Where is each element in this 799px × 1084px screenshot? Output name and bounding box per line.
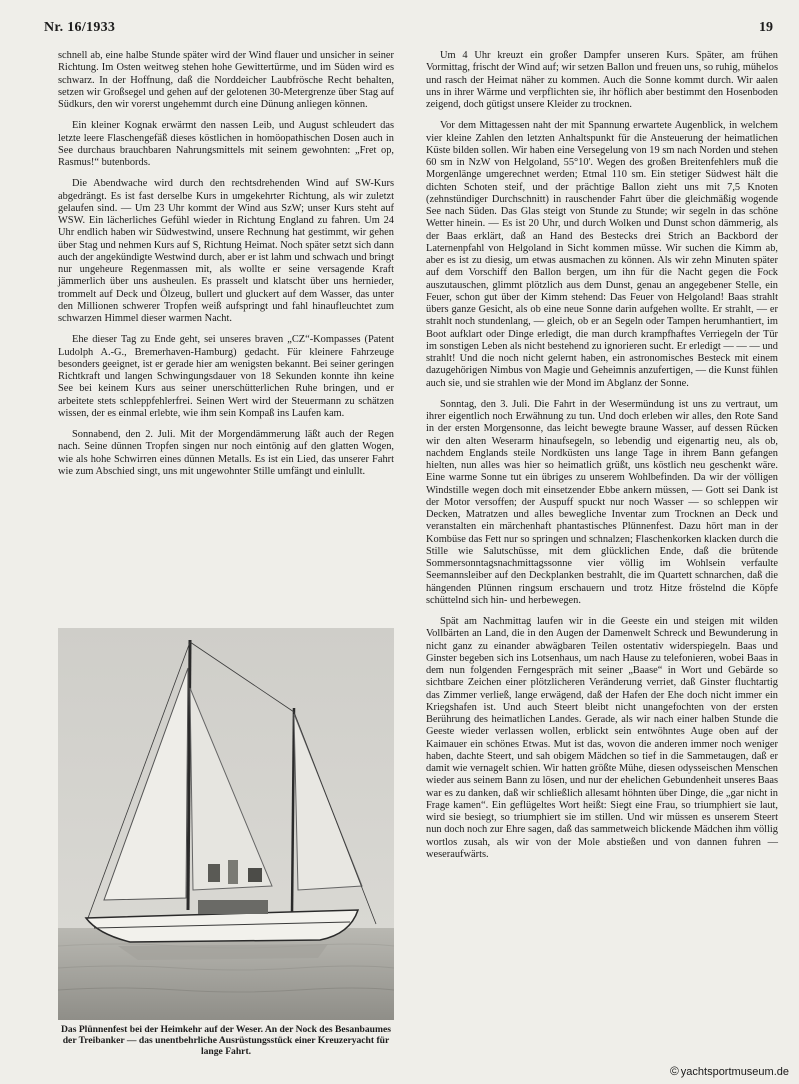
photo-caption: Das Plünnenfest bei der Heimkehr auf der Weser. An der Nock des Besanbaumes der Treibanker — das unentbehrliche Ausrüstungsstück einer Kreuzeryacht für lange Fahrt.	[60, 1024, 392, 1058]
paragraph: Vor dem Mittagessen naht der mit Spannung erwartete Augenblick, in welchem vier kleine Zahlen den letzten Anhaltspunkt für die Ansteuerung der heimatlichen Küste bilden sollen. Wir haben eine Versegelung von 19 sm nach Norden und stehen 60 sm in NzW von Helgoland, 55°10'. Wegen des großen Breitenfehlers muß die Morgenlänge umgerechnet werden; Etmal 110 sm. Ein stetiger Südwest hält die dichten Schoten steif, und der prächtige Ballon zieht uns mit 7,5 Knoten (zehnstündiger Durchschnitt) in rauschender Fahrt über die gleichmäßig wogende See nach Süden. Das Glas steigt von Stunde zu Stunde; wir segeln in das schöne Wetter hinein. — Es ist 20 Uhr, und durch Wolken und Dunst schon dämmerig, als der Baas erklärt, daß an Hand des Bestecks drei Strich an Backbord der Laternenpfahl von Helgoland in Sicht kommen müsse. Wir suchen die Kimm ab, aber es ist zu diesig, um etwas ausmachen zu können. Als wir zehn Minuten später auf dem Vorschiff den Ballon bergen, um ihn für die Nacht gegen die Fock auszutauschen, glimmt plötzlich aus dem Dunst, genau an angegebener Stelle, ein Feuer, schon gut über der Kimm stehend: Das Feuer von Helgoland! Baas strahlt übers ganze Gesicht, als ob eine neue Sonne darin aufgehen wollte. Er strahlt, — er strahlt noch stundenlang, — gleich, ob er an Segeln oder Tampen herumhantiert, im Boot aufklart oder Dinge erledigt, die man durch krampfhaftes Verriegeln der Tür im sonstigen Leben als nicht bestehend zu ignorieren sucht. Er erledigt — — — und strahlt! Und die noch nicht gelernt haben, ein astronomisches Besteck mit einem dazugehörigen Nimbus von Magie und Geheimnis anzufertigen, — die Kunst fühlen auch sie, und sie strahlen wie der Mond im Abglanz der Sonne.	[426, 120, 778, 389]
page-number: 19	[759, 20, 773, 35]
issue-number: Nr. 16/1933	[44, 20, 116, 35]
paragraph: Sonntag, den 3. Juli. Die Fahrt in der Wesermündung ist uns zu vertraut, um ihrer eigentlich noch Erwähnung zu tun. Und doch erleben wir alles, den Rote Sand in der ersten Morgensonne, das leicht bewegte braune Wasser, auf dessen Rücken wir den alten Weserarm hinaufsegeln, so lebendig und eigenartig neu, als ob, nachdem Englands steile Nordküsten uns lange Tage in ihrem Bann gefangen hielten, nun alles was hier so heimatlich grüßt, uns köstlich neu geschenkt wäre. Eine warme Sonne tut ein übriges zu unserem Wohlbefinden. Da wir der völligen Windstille wegen doch mit einsetzender Ebbe ankern müssen, — Gott sei Dank ist der Motor versoffen; der Auspuff spuckt nur noch Wasser — so schleppen wir Decken, Matratzen und alles bewegliche Inventar zum Trocknen an Deck und veranstalten ein märchenhaft phantastisches Plünnenfest. Dazu hört man in der Kombüse das Fett nur so springen und schnalzen; Flaschenkorken klacken durch die Stille wie Salutschüsse, mit dem glücklichen Ende, daß die brütende Sommersonntagsnachmittagssonne vier völlig im Wohlsein verfaulte Seemannsleiber auf den Deckplanken bestrahlt, die im Quartett schnarchen, daß die hängenden Plünnen ringsum erschauern und trotz Hitze fröstelnd die Köpfe schüttelnd sich hin- und herbewegen.	[426, 398, 778, 606]
paragraph: Ehe dieser Tag zu Ende geht, sei unseres braven „CZ“-Kompasses (Patent Ludolph A.-G., Bremerhaven-Hamburg) gedacht. Für kleinere Fahrzeuge besonders geeignet, ist er gerade hier am wenigsten bekannt. Bei seiner geringen Richtkraft und langen Schwingungsdauer von 18 Sekunden konnte ihn keine See bei keinem Kurs aus seiner unerschütterlichen Ruhe bringen, und er arbeitete stets schleppfehlerfrei. Seinen Wert wird der Steuermann zu schätzen wissen, der es einmal erlebte, wie ihm sein Kompaß ins Laufen kam.	[58, 334, 394, 419]
sailing-yacht-photo	[58, 628, 394, 1020]
paragraph: Um 4 Uhr kreuzt ein großer Dampfer unseren Kurs. Später, am frühen Vormittag, frischt der Wind auf; wir setzen Ballon und freuen uns, so ruhig, mühelos und rasch der Heimat näher zu kommen. Auch die Sonne kommt durch. Wir aalen uns in ihrer Wärme und verpflichten sie, ihr höflich aber bestimmt den Hosenboden zeigend, doch gütigst unsere Kleider zu trocknen.	[426, 50, 778, 110]
paragraph: Die Abendwache wird durch den rechtsdrehenden Wind auf SW-Kurs abgedrängt. Es ist fast derselbe Kurs in umgekehrter Richtung, als wir zuletzt gelaufen sind. — Um 23 Uhr kommt der Wind aus SzW; unser Kurs steht auf WSW. Ein lächerliches Gefühl wieder in Richtung England zu fahren. Um 24 Uhr endlich haben wir Südwestwind, unsere Rechnung hat gestimmt, wir gehen über Stag und nehmen Kurs auf S, Richtung Heimat. Noch später setzt sich dann auch der angekündigte Westwind durch, aber er ist lahm und schwach und bringt nur ungeheure Regenmassen mit, als wollte er seine versagende Kraft jämmerlich über uns ausheulen. Es prasselt und klatscht über uns hernieder, trommelt auf Deck und Ölzeug, bullert und gluckert auf dem Wasser, das unter den Millionen schwerer Tropfen weiß aufspringt und fahl hinaufleuchtet zum schwarzen Himmel dieser warmen Nacht.	[58, 178, 394, 324]
paragraph: Spät am Nachmittag laufen wir in die Geeste ein und steigen mit wilden Vollbärten an Land, die in den Augen der Damenwelt Schreck und Bewunderung in nicht ganz zu einander abwägbaren Teilen ostentativ widerspiegeln. Baas und Ginster begeben sich ins Lotsenhaus, um nach Hause zu telefonieren, wobei Baas in dem nun folgenden Ferngespräch mit seiner „Baase“ in Wort und Gebärde so sichtbare Zeichen einer plötzlicheren Veränderung verriet, daß Ginster fluchtartig das Zimmer verließ, lange erwägend, daß der Hafen der Ehe doch nicht immer ein Kriegshafen ist. Und auch Steert bleibt nicht unangefochten von der ersten Berührung des heimatlichen Landes. Gerade, als wir nach einer halben Stunde die Geeste wieder verlassen wollen, erblickt sein entwöhntes Auge oben auf der Kaimauer ein schönes Etwas. Mut ist das, wovon die anderen immer noch weniger haben, dachte Steert, und sah obigem Mädchen so tief in die Sammetaugen, daß er damit wie vernagelt schien. Wir hatten größte Mühe, diesen odysseischen Menschen wieder aus seinem Bann zu lösen, und nur der ehelichen Gebundenheit unseres Baas war es zu danken, daß wir schließlich allesamt höhnten über Dinge, die „gar nicht in Frage kamen“. Ein geflügeltes Wort heißt: Siegt eine Frau, so triumphiert sie laut, wird sie besiegt, so triumphiert sie im stillen. Und wir müssen es unserem Steert nun doch noch zur Ehre sagen, daß das sammetweich blickende Mädchen ihm völlig wortlos zusah, als wir von der Mole abstießen und von dannen fuhren — weseraufwärts.	[426, 616, 778, 860]
paragraph: Ein kleiner Kognak erwärmt den nassen Leib, und August schleudert das letzte leere Flaschengefäß dieses köstlichen in homöopathischen Dosen auch in See durchaus brauchbaren Nahrungsmittels mit seinem gewohnten: „Fret op, Rasmus!“ butenbords.	[58, 120, 394, 168]
right-text-column	[426, 50, 778, 870]
copyright-icon: ©	[669, 1064, 679, 1078]
yacht-illustration	[58, 628, 394, 1020]
paragraph: schnell ab, eine halbe Stunde später wird der Wind flauer und unsicher in seiner Richtung. Im Osten weitweg stehen hohe Gewittertürme, und im Süden wird es schwarz. In der Hoffnung, daß die Norddeicher Laubfrösche Recht behalten, setzen wir Großsegel und gehen auf der gelotenen 30-Metergrenze über Stag auf Südkurs, den wir vorerst ungehemmt durch eine Dünung anliegen können.	[58, 50, 394, 110]
watermark-text: yachtsportmuseum.de	[680, 1066, 789, 1078]
paragraph: Sonnabend, den 2. Juli. Mit der Morgendämmerung läßt auch der Regen nach. Seine dünnen Tropfen singen nur noch eintönig auf den glatten Wogen, wie als hohe Schwirren eines dünnen Metalls. Es ist ein Lied, das unserer Fahrt wie zum Abschied singt, uns mit ungewohnter Stille umfängt und einlullt.	[58, 429, 394, 477]
left-text-column	[58, 50, 394, 487]
source-watermark	[670, 1064, 789, 1078]
